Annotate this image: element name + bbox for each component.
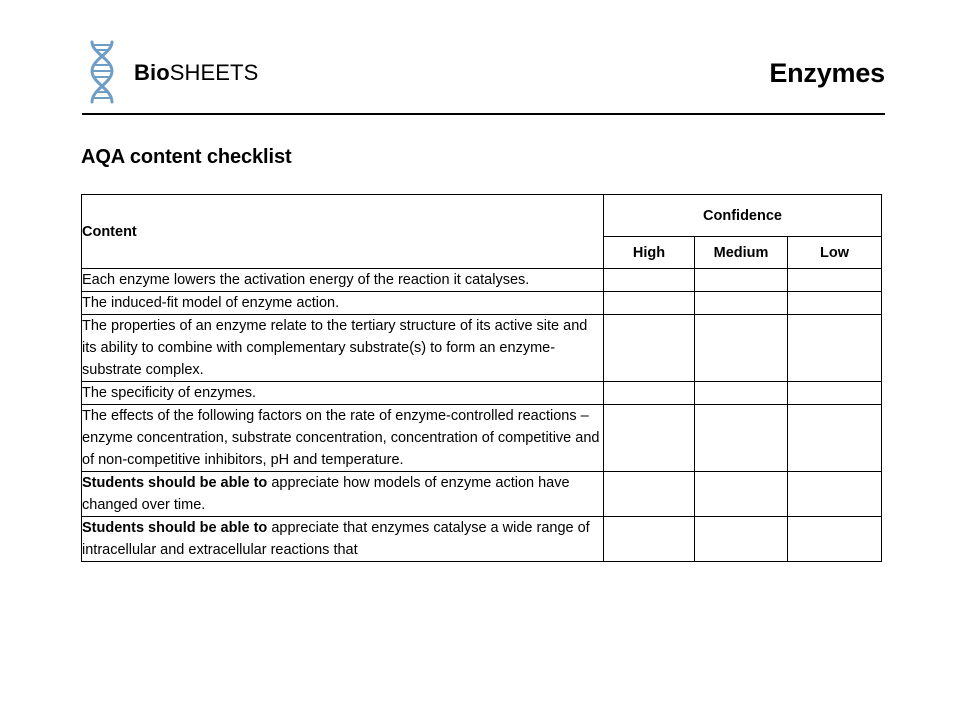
brand-name-light: SHEETS bbox=[169, 60, 259, 85]
confidence-medium-cell[interactable] bbox=[695, 269, 788, 292]
brand-lockup bbox=[82, 40, 258, 106]
confidence-high-cell[interactable] bbox=[604, 382, 695, 405]
content-cell bbox=[82, 517, 604, 562]
table-row bbox=[82, 472, 882, 517]
column-header-medium: Medium bbox=[695, 237, 788, 269]
confidence-medium-cell[interactable] bbox=[695, 405, 788, 472]
content-bold-lead: Students should be able to bbox=[82, 475, 268, 492]
table-row bbox=[82, 517, 882, 562]
table-row bbox=[82, 382, 882, 405]
column-header-content: Content bbox=[82, 195, 604, 269]
table-row bbox=[82, 405, 882, 472]
confidence-low-cell[interactable] bbox=[788, 472, 882, 517]
confidence-medium-cell[interactable] bbox=[695, 382, 788, 405]
content-cell bbox=[82, 472, 604, 517]
confidence-medium-cell[interactable] bbox=[695, 517, 788, 562]
content-text: Each enzyme lowers the activation energy of the reaction it catalyses. bbox=[82, 272, 530, 288]
page-title: Enzymes bbox=[769, 57, 885, 88]
column-group-header-confidence: Confidence bbox=[604, 195, 882, 237]
confidence-medium-cell[interactable] bbox=[695, 315, 788, 382]
content-cell bbox=[82, 269, 604, 292]
confidence-low-cell[interactable] bbox=[788, 382, 882, 405]
table-header-row-group bbox=[82, 195, 882, 237]
content-text: The induced-fit model of enzyme action. bbox=[82, 295, 340, 312]
confidence-high-cell[interactable] bbox=[604, 472, 695, 517]
confidence-high-cell[interactable] bbox=[604, 315, 695, 382]
content-cell bbox=[82, 405, 604, 472]
column-header-low: Low bbox=[788, 237, 882, 269]
brand-name-bold: Bio bbox=[134, 60, 170, 85]
confidence-low-cell[interactable] bbox=[788, 405, 882, 472]
confidence-high-cell[interactable] bbox=[604, 405, 695, 472]
confidence-low-cell[interactable] bbox=[788, 292, 882, 315]
confidence-medium-cell[interactable] bbox=[695, 472, 788, 517]
content-cell bbox=[82, 382, 604, 405]
table-row bbox=[82, 315, 882, 382]
confidence-high-cell[interactable] bbox=[604, 292, 695, 315]
content-text: appreciate how models of enzyme action have changed over time. bbox=[82, 475, 570, 514]
content-cell bbox=[82, 292, 604, 315]
dna-helix-icon bbox=[82, 40, 122, 106]
confidence-high-cell[interactable] bbox=[604, 269, 695, 292]
content-text: The specificity of enzymes. bbox=[82, 385, 257, 402]
table-head bbox=[82, 195, 882, 269]
confidence-medium-cell[interactable] bbox=[695, 292, 788, 315]
confidence-low-cell[interactable] bbox=[788, 269, 882, 292]
content-bold-lead: Students should be able to bbox=[82, 520, 268, 537]
table-row bbox=[82, 269, 882, 292]
content-cell bbox=[82, 315, 604, 382]
confidence-low-cell[interactable] bbox=[788, 517, 882, 562]
table-body bbox=[82, 269, 882, 562]
brand-name bbox=[134, 62, 258, 84]
column-header-high: High bbox=[604, 237, 695, 269]
content-text: The properties of an enzyme relate to the tertiary structure of its active site and its ability to combine with complementary substrate(s) to form an enzyme-substrate complex. bbox=[82, 318, 588, 379]
section-heading: AQA content checklist bbox=[81, 146, 292, 168]
checklist-table-wrapper bbox=[81, 194, 881, 562]
confidence-high-cell[interactable] bbox=[604, 517, 695, 562]
content-text: appreciate that enzymes catalyse a wide range of intracellular and extracellular reactions that bbox=[82, 520, 590, 559]
confidence-low-cell[interactable] bbox=[788, 315, 882, 382]
table-row bbox=[82, 292, 882, 315]
document-header bbox=[82, 34, 885, 112]
content-checklist-table bbox=[81, 194, 882, 562]
content-text: The effects of the following factors on the rate of enzyme-controlled reactions – enzyme concentration, substrate concentration, concentration of competitive and of non-competitive inhibitors, pH and temperature. bbox=[82, 408, 600, 469]
header-divider bbox=[82, 113, 885, 115]
